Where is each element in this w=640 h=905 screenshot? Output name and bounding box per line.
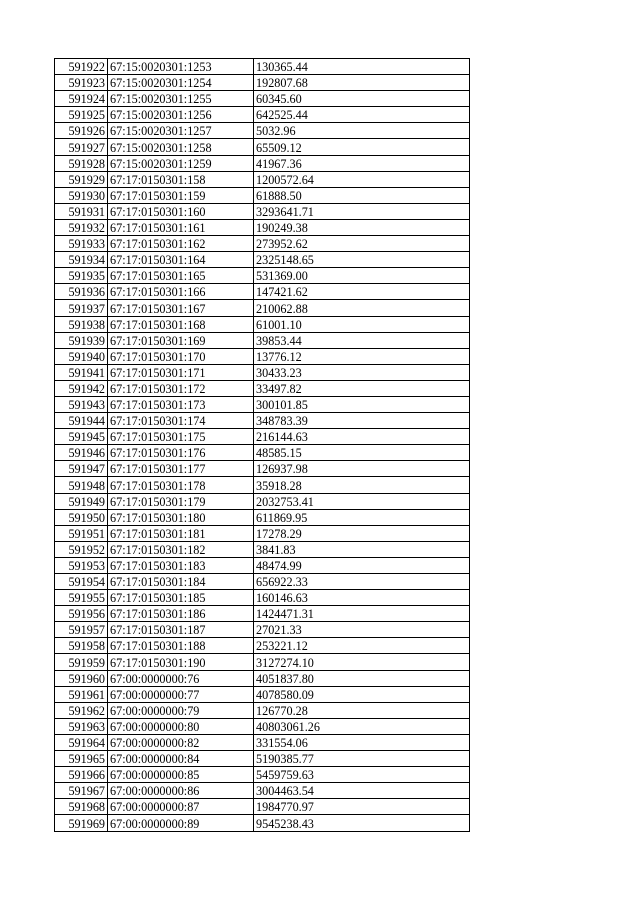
- table-row: [55, 799, 470, 815]
- value-cell: 60345.60: [254, 91, 470, 107]
- cadastral-number-cell: 67:17:0150301:158: [108, 171, 254, 187]
- row-number-cell: 591939: [55, 332, 108, 348]
- cadastral-value-table: [54, 58, 470, 832]
- value-cell: 190249.38: [254, 219, 470, 235]
- value-cell: 33497.82: [254, 380, 470, 396]
- cadastral-number-cell: 67:15:0020301:1254: [108, 75, 254, 91]
- table-row: [55, 284, 470, 300]
- cadastral-number-cell: 67:17:0150301:178: [108, 477, 254, 493]
- value-cell: 5190385.77: [254, 751, 470, 767]
- cadastral-number-cell: 67:00:0000000:89: [108, 815, 254, 831]
- table-row: [55, 670, 470, 686]
- value-cell: 1200572.64: [254, 171, 470, 187]
- row-number-cell: 591959: [55, 654, 108, 670]
- value-cell: 41967.36: [254, 155, 470, 171]
- cadastral-number-cell: 67:15:0020301:1256: [108, 107, 254, 123]
- table-row: [55, 413, 470, 429]
- row-number-cell: 591931: [55, 203, 108, 219]
- value-cell: 210062.88: [254, 300, 470, 316]
- row-number-cell: 591929: [55, 171, 108, 187]
- value-cell: 126937.98: [254, 461, 470, 477]
- value-cell: 48585.15: [254, 445, 470, 461]
- cadastral-number-cell: 67:17:0150301:165: [108, 268, 254, 284]
- row-number-cell: 591944: [55, 413, 108, 429]
- row-number-cell: 591922: [55, 59, 108, 75]
- value-cell: 3841.83: [254, 541, 470, 557]
- row-number-cell: 591932: [55, 219, 108, 235]
- table-row: [55, 268, 470, 284]
- table-row: [55, 396, 470, 412]
- cadastral-number-cell: 67:17:0150301:167: [108, 300, 254, 316]
- row-number-cell: 591945: [55, 429, 108, 445]
- cadastral-number-cell: 67:17:0150301:168: [108, 316, 254, 332]
- value-cell: 253221.12: [254, 638, 470, 654]
- cadastral-number-cell: 67:15:0020301:1253: [108, 59, 254, 75]
- cadastral-number-cell: 67:17:0150301:184: [108, 574, 254, 590]
- row-number-cell: 591923: [55, 75, 108, 91]
- table-row: [55, 332, 470, 348]
- table-row: [55, 654, 470, 670]
- value-cell: 300101.85: [254, 396, 470, 412]
- cadastral-number-cell: 67:00:0000000:87: [108, 799, 254, 815]
- row-number-cell: 591946: [55, 445, 108, 461]
- table-row: [55, 348, 470, 364]
- row-number-cell: 591954: [55, 574, 108, 590]
- row-number-cell: 591969: [55, 815, 108, 831]
- value-cell: 3293641.71: [254, 203, 470, 219]
- row-number-cell: 591928: [55, 155, 108, 171]
- table-row: [55, 139, 470, 155]
- table-row: [55, 606, 470, 622]
- table-row: [55, 461, 470, 477]
- cadastral-number-cell: 67:17:0150301:174: [108, 413, 254, 429]
- value-cell: 1984770.97: [254, 799, 470, 815]
- value-cell: 39853.44: [254, 332, 470, 348]
- cadastral-number-cell: 67:17:0150301:190: [108, 654, 254, 670]
- value-cell: 30433.23: [254, 364, 470, 380]
- cadastral-number-cell: 67:17:0150301:176: [108, 445, 254, 461]
- value-cell: 17278.29: [254, 525, 470, 541]
- value-cell: 9545238.43: [254, 815, 470, 831]
- value-cell: 5032.96: [254, 123, 470, 139]
- value-cell: 216144.63: [254, 429, 470, 445]
- value-cell: 331554.06: [254, 734, 470, 750]
- value-cell: 656922.33: [254, 574, 470, 590]
- value-cell: 348783.39: [254, 413, 470, 429]
- table-row: [55, 364, 470, 380]
- value-cell: 4078580.09: [254, 686, 470, 702]
- row-number-cell: 591926: [55, 123, 108, 139]
- cadastral-number-cell: 67:17:0150301:164: [108, 252, 254, 268]
- table-row: [55, 300, 470, 316]
- cadastral-number-cell: 67:17:0150301:166: [108, 284, 254, 300]
- cadastral-number-cell: 67:17:0150301:181: [108, 525, 254, 541]
- table-row: [55, 91, 470, 107]
- cadastral-number-cell: 67:00:0000000:79: [108, 702, 254, 718]
- table-row: [55, 252, 470, 268]
- row-number-cell: 591934: [55, 252, 108, 268]
- cadastral-number-cell: 67:17:0150301:161: [108, 219, 254, 235]
- cadastral-number-cell: 67:17:0150301:182: [108, 541, 254, 557]
- row-number-cell: 591933: [55, 236, 108, 252]
- value-cell: 147421.62: [254, 284, 470, 300]
- value-cell: 35918.28: [254, 477, 470, 493]
- value-cell: 273952.62: [254, 236, 470, 252]
- row-number-cell: 591936: [55, 284, 108, 300]
- row-number-cell: 591927: [55, 139, 108, 155]
- value-cell: 531369.00: [254, 268, 470, 284]
- table-row: [55, 171, 470, 187]
- table-row: [55, 316, 470, 332]
- table-row: [55, 557, 470, 573]
- row-number-cell: 591950: [55, 509, 108, 525]
- cadastral-number-cell: 67:17:0150301:180: [108, 509, 254, 525]
- cadastral-number-cell: 67:17:0150301:160: [108, 203, 254, 219]
- table-row: [55, 702, 470, 718]
- cadastral-number-cell: 67:15:0020301:1258: [108, 139, 254, 155]
- cadastral-number-cell: 67:00:0000000:82: [108, 734, 254, 750]
- row-number-cell: 591951: [55, 525, 108, 541]
- table-row: [55, 236, 470, 252]
- cadastral-number-cell: 67:17:0150301:173: [108, 396, 254, 412]
- value-cell: 642525.44: [254, 107, 470, 123]
- table-row: [55, 75, 470, 91]
- cadastral-number-cell: 67:00:0000000:77: [108, 686, 254, 702]
- value-cell: 2032753.41: [254, 493, 470, 509]
- cadastral-number-cell: 67:17:0150301:170: [108, 348, 254, 364]
- row-number-cell: 591941: [55, 364, 108, 380]
- value-cell: 65509.12: [254, 139, 470, 155]
- cadastral-number-cell: 67:00:0000000:85: [108, 767, 254, 783]
- row-number-cell: 591966: [55, 767, 108, 783]
- row-number-cell: 591956: [55, 606, 108, 622]
- table-row: [55, 525, 470, 541]
- row-number-cell: 591952: [55, 541, 108, 557]
- cadastral-number-cell: 67:17:0150301:175: [108, 429, 254, 445]
- row-number-cell: 591957: [55, 622, 108, 638]
- table-row: [55, 155, 470, 171]
- row-number-cell: 591924: [55, 91, 108, 107]
- value-cell: 160146.63: [254, 590, 470, 606]
- table-row: [55, 751, 470, 767]
- table-row: [55, 590, 470, 606]
- cadastral-number-cell: 67:00:0000000:84: [108, 751, 254, 767]
- cadastral-number-cell: 67:15:0020301:1259: [108, 155, 254, 171]
- value-cell: 13776.12: [254, 348, 470, 364]
- value-cell: 126770.28: [254, 702, 470, 718]
- table-row: [55, 622, 470, 638]
- cadastral-number-cell: 67:00:0000000:80: [108, 718, 254, 734]
- row-number-cell: 591943: [55, 396, 108, 412]
- table-row: [55, 107, 470, 123]
- value-cell: 27021.33: [254, 622, 470, 638]
- value-cell: 2325148.65: [254, 252, 470, 268]
- cadastral-number-cell: 67:17:0150301:188: [108, 638, 254, 654]
- value-cell: 192807.68: [254, 75, 470, 91]
- cadastral-number-cell: 67:17:0150301:185: [108, 590, 254, 606]
- row-number-cell: 591925: [55, 107, 108, 123]
- row-number-cell: 591965: [55, 751, 108, 767]
- table-row: [55, 203, 470, 219]
- value-cell: 3127274.10: [254, 654, 470, 670]
- table-body: [55, 59, 470, 832]
- row-number-cell: 591963: [55, 718, 108, 734]
- row-number-cell: 591942: [55, 380, 108, 396]
- table-row: [55, 686, 470, 702]
- row-number-cell: 591937: [55, 300, 108, 316]
- cadastral-number-cell: 67:17:0150301:183: [108, 557, 254, 573]
- cadastral-number-cell: 67:17:0150301:172: [108, 380, 254, 396]
- value-cell: 5459759.63: [254, 767, 470, 783]
- table-row: [55, 477, 470, 493]
- table-row: [55, 718, 470, 734]
- cadastral-number-cell: 67:15:0020301:1255: [108, 91, 254, 107]
- row-number-cell: 591947: [55, 461, 108, 477]
- table-row: [55, 187, 470, 203]
- table-row: [55, 574, 470, 590]
- cadastral-number-cell: 67:17:0150301:159: [108, 187, 254, 203]
- value-cell: 3004463.54: [254, 783, 470, 799]
- row-number-cell: 591940: [55, 348, 108, 364]
- table-row: [55, 429, 470, 445]
- table-row: [55, 445, 470, 461]
- row-number-cell: 591958: [55, 638, 108, 654]
- cadastral-number-cell: 67:17:0150301:186: [108, 606, 254, 622]
- row-number-cell: 591967: [55, 783, 108, 799]
- cadastral-number-cell: 67:15:0020301:1257: [108, 123, 254, 139]
- row-number-cell: 591968: [55, 799, 108, 815]
- cadastral-number-cell: 67:00:0000000:86: [108, 783, 254, 799]
- row-number-cell: 591948: [55, 477, 108, 493]
- row-number-cell: 591935: [55, 268, 108, 284]
- row-number-cell: 591930: [55, 187, 108, 203]
- table-row: [55, 638, 470, 654]
- cadastral-number-cell: 67:17:0150301:179: [108, 493, 254, 509]
- table-row: [55, 815, 470, 831]
- value-cell: 48474.99: [254, 557, 470, 573]
- value-cell: 61888.50: [254, 187, 470, 203]
- cadastral-number-cell: 67:17:0150301:187: [108, 622, 254, 638]
- cadastral-number-cell: 67:17:0150301:177: [108, 461, 254, 477]
- cadastral-number-cell: 67:00:0000000:76: [108, 670, 254, 686]
- row-number-cell: 591949: [55, 493, 108, 509]
- table-row: [55, 783, 470, 799]
- table-row: [55, 734, 470, 750]
- value-cell: 4051837.80: [254, 670, 470, 686]
- value-cell: 611869.95: [254, 509, 470, 525]
- row-number-cell: 591955: [55, 590, 108, 606]
- row-number-cell: 591938: [55, 316, 108, 332]
- row-number-cell: 591961: [55, 686, 108, 702]
- value-cell: 130365.44: [254, 59, 470, 75]
- table-row: [55, 59, 470, 75]
- cadastral-number-cell: 67:17:0150301:162: [108, 236, 254, 252]
- cadastral-number-cell: 67:17:0150301:171: [108, 364, 254, 380]
- table-row: [55, 509, 470, 525]
- row-number-cell: 591964: [55, 734, 108, 750]
- table-row: [55, 219, 470, 235]
- table-row: [55, 541, 470, 557]
- row-number-cell: 591962: [55, 702, 108, 718]
- value-cell: 40803061.26: [254, 718, 470, 734]
- value-cell: 1424471.31: [254, 606, 470, 622]
- table-row: [55, 123, 470, 139]
- row-number-cell: 591953: [55, 557, 108, 573]
- value-cell: 61001.10: [254, 316, 470, 332]
- table-row: [55, 493, 470, 509]
- cadastral-number-cell: 67:17:0150301:169: [108, 332, 254, 348]
- row-number-cell: 591960: [55, 670, 108, 686]
- table-row: [55, 380, 470, 396]
- table-row: [55, 767, 470, 783]
